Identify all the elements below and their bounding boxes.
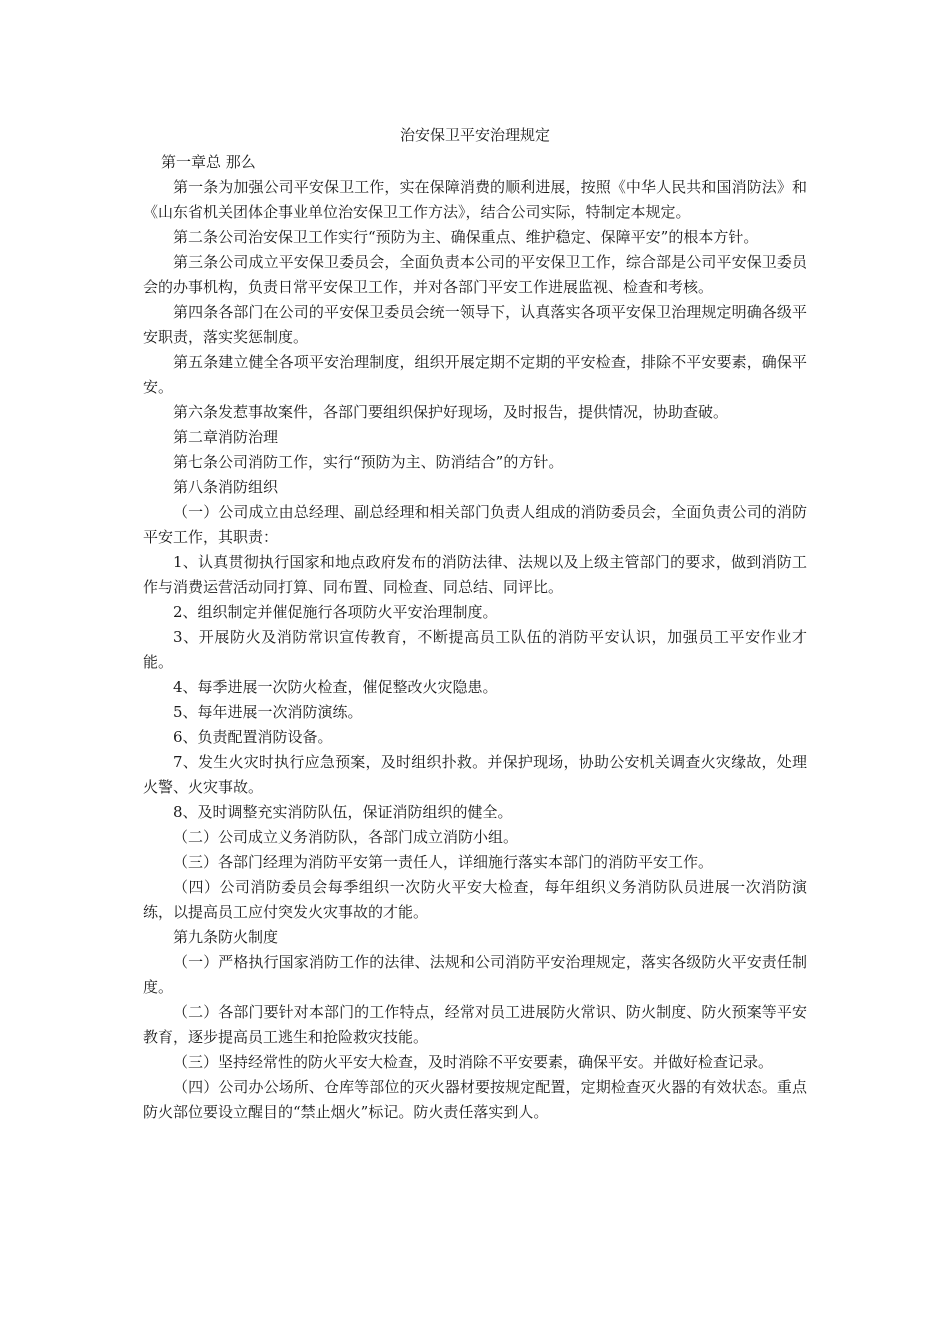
- paragraph: （三）坚持经常性的防火平安大检查，及时消除不平安要素，确保平安。并做好检查记录。: [173, 1053, 774, 1071]
- paragraph: 3、开展防火及消防常识宣传教育，不断提高员工队伍的消防平安认识，加强员工平安作业才能。: [143, 628, 807, 671]
- chapter-heading: 第一章总 那么: [161, 153, 256, 171]
- paragraph: 第八条消防组织: [173, 478, 279, 496]
- paragraph: （三）各部门经理为消防平安第一责任人，详细施行落实本部门的消防平安工作。: [173, 853, 714, 871]
- paragraph: 第五条建立健全各项平安治理制度，组织开展定期不定期的平安检查，排除不平安要素，确保平安。: [143, 353, 807, 396]
- paragraph: （一）严格执行国家消防工作的法律、法规和公司消防平安治理规定，落实各级防火平安责任制度。: [143, 953, 807, 996]
- paragraph: （二）公司成立义务消防队，各部门成立消防小组。: [173, 828, 519, 846]
- paragraph: 第二条公司治安保卫工作实行“预防为主、确保重点、维护稳定、保障平安”的根本方针。: [173, 228, 759, 246]
- paragraph: 1、认真贯彻执行国家和地点政府发布的消防法律、法规以及上级主管部门的要求，做到消防工作与消费运营活动同打算、同布置、同检查、同总结、同评比。: [143, 553, 807, 596]
- paragraph: 2、组织制定并催促施行各项防火平安治理制度。: [173, 603, 498, 621]
- paragraph: 第九条防火制度: [173, 928, 279, 946]
- paragraph: 第四条各部门在公司的平安保卫委员会统一领导下，认真落实各项平安保卫治理规定明确各级平安职责，落实奖惩制度。: [143, 303, 807, 346]
- paragraph: 6、负责配置消防设备。: [173, 728, 333, 746]
- paragraph: （二）各部门要针对本部门的工作特点，经常对员工进展防火常识、防火制度、防火预案等平安教育，逐步提高员工逃生和抢险救灾技能。: [143, 1003, 807, 1046]
- document-title: 治安保卫平安治理规定: [399, 126, 550, 144]
- document-page: [143, 124, 807, 1125]
- paragraph: 第一条为加强公司平安保卫工作，实在保障消费的顺利进展，按照《中华人民共和国消防法》和《山东省机关团体企事业单位治安保卫工作方法》，结合公司实际，特制定本规定。: [143, 178, 807, 221]
- paragraph: （一）公司成立由总经理、副总经理和相关部门负责人组成的消防委员会，全面负责公司的消防平安工作，其职责：: [143, 503, 807, 546]
- paragraph: 第三条公司成立平安保卫委员会，全面负责本公司的平安保卫工作，综合部是公司平安保卫委员会的办事机构，负责日常平安保卫工作，并对各部门平安工作进展监视、检查和考核。: [143, 253, 807, 296]
- paragraph: 4、每季进展一次防火检查，催促整改火灾隐患。: [173, 678, 498, 696]
- paragraph: 第七条公司消防工作，实行“预防为主、防消结合”的方针。: [173, 453, 564, 471]
- paragraph: 5、每年进展一次消防演练。: [173, 703, 363, 721]
- paragraph: 第二章消防治理: [173, 428, 279, 446]
- paragraph: （四）公司办公场所、仓库等部位的灭火器材要按规定配置，定期检查灭火器的有效状态。重点防火部位要设立醒目的“禁止烟火”标记。防火责任落实到人。: [143, 1078, 807, 1121]
- document-body: [143, 175, 807, 1125]
- paragraph: 7、发生火灾时执行应急预案，及时组织扑救。并保护现场，协助公安机关调查火灾缘故，处理火警、火灾事故。: [143, 753, 807, 796]
- paragraph: 8、及时调整充实消防队伍，保证消防组织的健全。: [173, 803, 513, 821]
- paragraph: 第六条发惹事故案件，各部门要组织保护好现场，及时报告，提供情况，协助查破。: [173, 403, 729, 421]
- paragraph: （四）公司消防委员会每季组织一次防火平安大检查，每年组织义务消防队员进展一次消防演练，以提高员工应付突发火灾事故的才能。: [143, 878, 807, 921]
